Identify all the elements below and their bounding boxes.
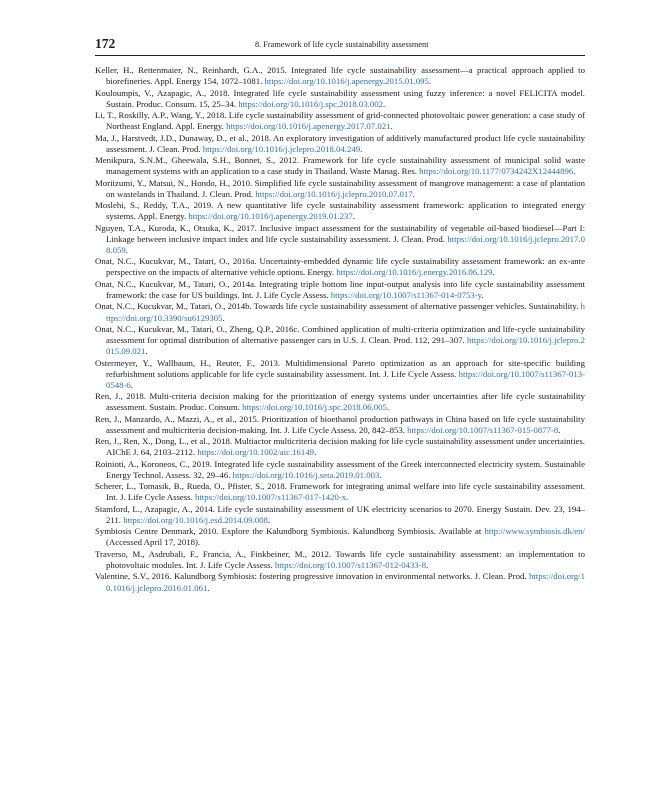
reference-text: Onat, N.C., Kucukvar, M., Tatari, O., 2014b. Towards life cycle sustainability assessment of alternative passenger vehicles. Sustainability. — [95, 301, 581, 312]
reference-entry — [95, 200, 585, 222]
reference-text: Stamford, L., Azapagic, A., 2014. Life cycle sustainability assessment of UK electricity scenarios to 2070. Energy Sustain. Dev. 23, 194–211. — [95, 503, 585, 525]
reference-tail: . — [346, 492, 349, 503]
reference-text: Ren, J., Ren, X., Dong, L., et al., 2018. Multiactor multicriteria decision making for life cycle sustainability assessment under uncertainties. AIChE J. 64, 2103–2112. — [95, 436, 585, 458]
doi-link[interactable]: https://doi.org/10.1016/j.energy.2016.06.129 — [336, 267, 493, 278]
reference-tail: . — [390, 121, 393, 132]
doi-link[interactable]: https://doi.org/10.1016/j.spc.2018.06.005 — [242, 402, 387, 413]
doi-link[interactable]: https://doi.org/10.1016/j.apenergy.2015.01.095 — [264, 76, 429, 87]
reference-tail: . — [352, 211, 355, 222]
reference-text: Ma, J., Harstvedt, J.D., Dunaway, D., et al., 2018. An exploratory investigation of additively manufactured product life cycle sustainability assessment. J. Clean. Prod. — [95, 132, 585, 154]
doi-link[interactable]: https://doi.org/10.3390/su6129305 — [106, 301, 585, 323]
reference-tail: . — [360, 143, 363, 154]
reference-text: Keller, H., Rettenmaier, N., Reinhardt, G.A., 2015. Integrated life cycle sustainability assessment—a practical approach applied to biorefineries. Appl. Energy 154, 1072–1081. — [95, 65, 585, 87]
reference-text: Onat, N.C., Kucukvar, M., Tatari, O., 2014a. Integrating triple bottom line input-output analysis into life cycle sustainability assessment framework: the case for US buildings. Int. J. Life Cycle Assess. — [95, 278, 585, 300]
doi-link[interactable]: https://doi.org/10.1016/j.apenergy.2019.01.237 — [188, 211, 353, 222]
doi-link[interactable]: https://doi.org/10.1016/j.jclepro.2017.08.059 — [106, 233, 585, 255]
reference-tail: . — [382, 98, 386, 109]
doi-link[interactable]: https://doi.org/10.1007/s11367-014-0753-y — [330, 289, 482, 300]
reference-entry — [95, 391, 585, 413]
reference-text: Ren, J., Manzardo, A., Mazzi, A., et al., 2015. Prioritization of bioethanol production pathways in China based on life cycle sustainability assessment and multicriteria decision-making. Int. J. Life Cycle Assess. 20, 842–853. — [95, 413, 585, 435]
doi-link[interactable]: https://doi.org/10.1177/0734242X12444896 — [419, 166, 574, 177]
reference-entry — [95, 155, 585, 177]
doi-link[interactable]: https://doi.org/10.1007/s11367-013-0548-6 — [106, 368, 585, 390]
doi-link[interactable]: https://doi.org/10.1016/j.jclepro.2015.09.021 — [106, 335, 585, 357]
reference-text: Kouloumpis, V., Azapagic, A., 2018. Integrated life cycle sustainability assessment using fuzzy inference: a novel FELICITA model. Sustain. Produc. Consum. 15, 25–34. — [95, 87, 585, 109]
reference-tail: . — [428, 76, 432, 87]
reference-tail: . — [130, 379, 133, 390]
reference-tail: . — [267, 514, 271, 525]
running-title: 8. Framework of life cycle sustainability assessment — [255, 40, 429, 49]
reference-tail: . — [481, 289, 484, 300]
reference-text: Onat, N.C., Kucukvar, M., Tatari, O., 2016a. Uncertainty-embedded dynamic life cycle sustainability assessment framework: an ex-ante perspective on the impacts of alternative vehicle options. Energy. — [95, 256, 585, 278]
doi-link[interactable]: https://doi.org/10.1007/s11367-017-1420-x — [194, 492, 347, 503]
page-number: 172 — [95, 36, 116, 51]
reference-entry — [95, 88, 585, 110]
reference-entry — [95, 436, 585, 458]
reference-entry — [95, 526, 585, 548]
reference-tail: . — [207, 582, 210, 593]
doi-link[interactable]: https://doi.org/10.1007/s11367-015-0877-8 — [407, 424, 559, 435]
doi-link[interactable]: https://doi.org/10.1002/aic.16149 — [197, 447, 315, 458]
reference-text: Valentine, S.V., 2016. Kalundborg Symbiosis: fostering progressive innovation in environmental networks. J. Clean. Prod. — [95, 571, 529, 582]
doi-link[interactable]: https://doi.org/10.1007/s11367-012-0433-8 — [274, 560, 427, 570]
reference-tail: . — [386, 402, 390, 413]
reference-text: Onat, N.C., Kucukvar, M., Tatari, O., Zheng, Q.P., 2016c. Combined application of multi-criteria optimization and life-cycle sustainability assessment for optimal distribution of alternative passenger cars in U.S. J. Clean. Prod. 112, 291–307. — [95, 323, 585, 346]
reference-tail: . — [145, 346, 148, 357]
reference-text: Menikpura, S.N.M., Gheewala, S.H., Bonnet, S., 2012. Framework for life cycle sustainability assessment of municipal solid waste management systems with an application to a case study in Thailand. Waste Manag. Res. — [95, 155, 585, 177]
reference-tail: (Accessed April 17, 2018). — [106, 537, 201, 548]
doi-link[interactable]: https://doi.org/10.1016/j.apenergy.2017.07.021 — [226, 121, 391, 132]
reference-text: Moslehi, S., Reddy, T.A., 2019. A new quantitative life cycle sustainability assessment framework: application to integrated energy systems. Appl. Energy. — [95, 200, 585, 222]
reference-entry — [95, 133, 585, 155]
reference-tail: . — [125, 244, 128, 255]
reference-entry — [95, 324, 585, 357]
reference-entry — [95, 223, 585, 256]
reference-tail: . — [314, 447, 317, 458]
reference-entry — [95, 256, 585, 278]
reference-text: Symbiosis Centre Denmark, 2010. Explore the Kalundborg Symbiosis. Kalundborg Symbiosis. Available at — [95, 526, 485, 537]
reference-entry — [95, 65, 585, 87]
reference-text: Scherer, L., Tomasik, B., Rueda, O., Pfister, S., 2018. Framework for integrating animal welfare into life cycle sustainability assessment. Int. J. Life Cycle Assess. — [95, 481, 585, 503]
reference-text: Nguyen, T.A., Kuroda, K., Otsuka, K., 2017. Inclusive impact assessment for the sustainability of vegetable oil-based biodiesel—Part I: Linkage between inclusive impact index and life cycle sustainability assessment. J. Clean. Prod. — [95, 222, 585, 244]
doi-link[interactable]: https://doi.org/10.1016/j.jclepro.2016.01.061 — [106, 571, 585, 593]
reference-entry — [95, 504, 585, 526]
doi-link[interactable]: http://www.symbiosis.dk/en/ — [484, 526, 585, 537]
reference-list — [95, 65, 585, 594]
header-rule — [95, 55, 585, 56]
doi-link[interactable]: https://doi.org/10.1016/j.jclepro.2010.07.017 — [255, 188, 413, 199]
reference-tail: . — [412, 188, 415, 199]
doi-link[interactable]: https://doi.org/10.1016/j.esd.2014.09.008 — [123, 514, 268, 525]
reference-tail: . — [492, 267, 495, 278]
reference-entry — [95, 358, 585, 391]
reference-tail: . — [379, 469, 382, 480]
reference-tail: . — [558, 424, 561, 435]
reference-entry — [95, 549, 585, 571]
reference-tail: . — [426, 560, 429, 570]
reference-entry — [95, 481, 585, 503]
reference-text: Traverso, M., Asdrubali, F., Francia, A., Finkbeiner, M., 2012. Towards life cycle sustainability assessment: an implementation to photovoltaic modules. Int. J. Life Cycle Assess. — [95, 548, 585, 570]
reference-entry — [95, 110, 585, 132]
reference-entry — [95, 279, 585, 301]
reference-entry — [95, 178, 585, 200]
reference-text: Ren, J., 2018. Multi-criteria decision making for the prioritization of energy systems under uncertainties after life cycle sustainability assessment. Sustain. Produc. Consum. — [95, 391, 585, 413]
page-header — [95, 36, 585, 55]
reference-entry — [95, 571, 585, 593]
reference-text: Li, T., Roskilly, A.P., Wang, Y., 2018. Life cycle sustainability assessment of grid-connected photovoltaic power generation: a case study of Northeast England. Appl. Energy. — [95, 110, 585, 132]
reference-text: Roinioti, A., Koroneos, C., 2019. Integrated life cycle sustainability assessment of the Greek interconnected electricity system. Sustainable Energy Technol. Assess. 32, 29–46. — [95, 458, 585, 480]
reference-text: Moriizumi, Y., Matsui, N., Hondo, H., 2010. Simplified life cycle sustainability assessment of mangrove management: a case of plantation on wastelands in Thailand. J. Clean. Prod. — [95, 177, 585, 199]
reference-text: Ostermeyer, Y., Wallbaum, H., Reuter, F., 2013. Multidimensional Pareto optimization as an approach for site-specific building refurbishment solutions applicable for life cycle sustainability assessment. Int. J. Life Cycle Assess. — [95, 357, 585, 379]
reference-entry — [95, 459, 585, 481]
reference-entry — [95, 301, 585, 323]
doi-link[interactable]: https://doi.org/10.1016/j.spc.2018.03.002 — [238, 98, 383, 109]
reference-entry — [95, 414, 585, 436]
reference-tail: . — [573, 166, 576, 177]
reference-tail: . — [222, 312, 225, 323]
doi-link[interactable]: https://doi.org/10.1016/j.jclepro.2018.04.249 — [202, 143, 361, 154]
doi-link[interactable]: https://doi.org/10.1016/j.seta.2019.01.003 — [232, 469, 380, 480]
